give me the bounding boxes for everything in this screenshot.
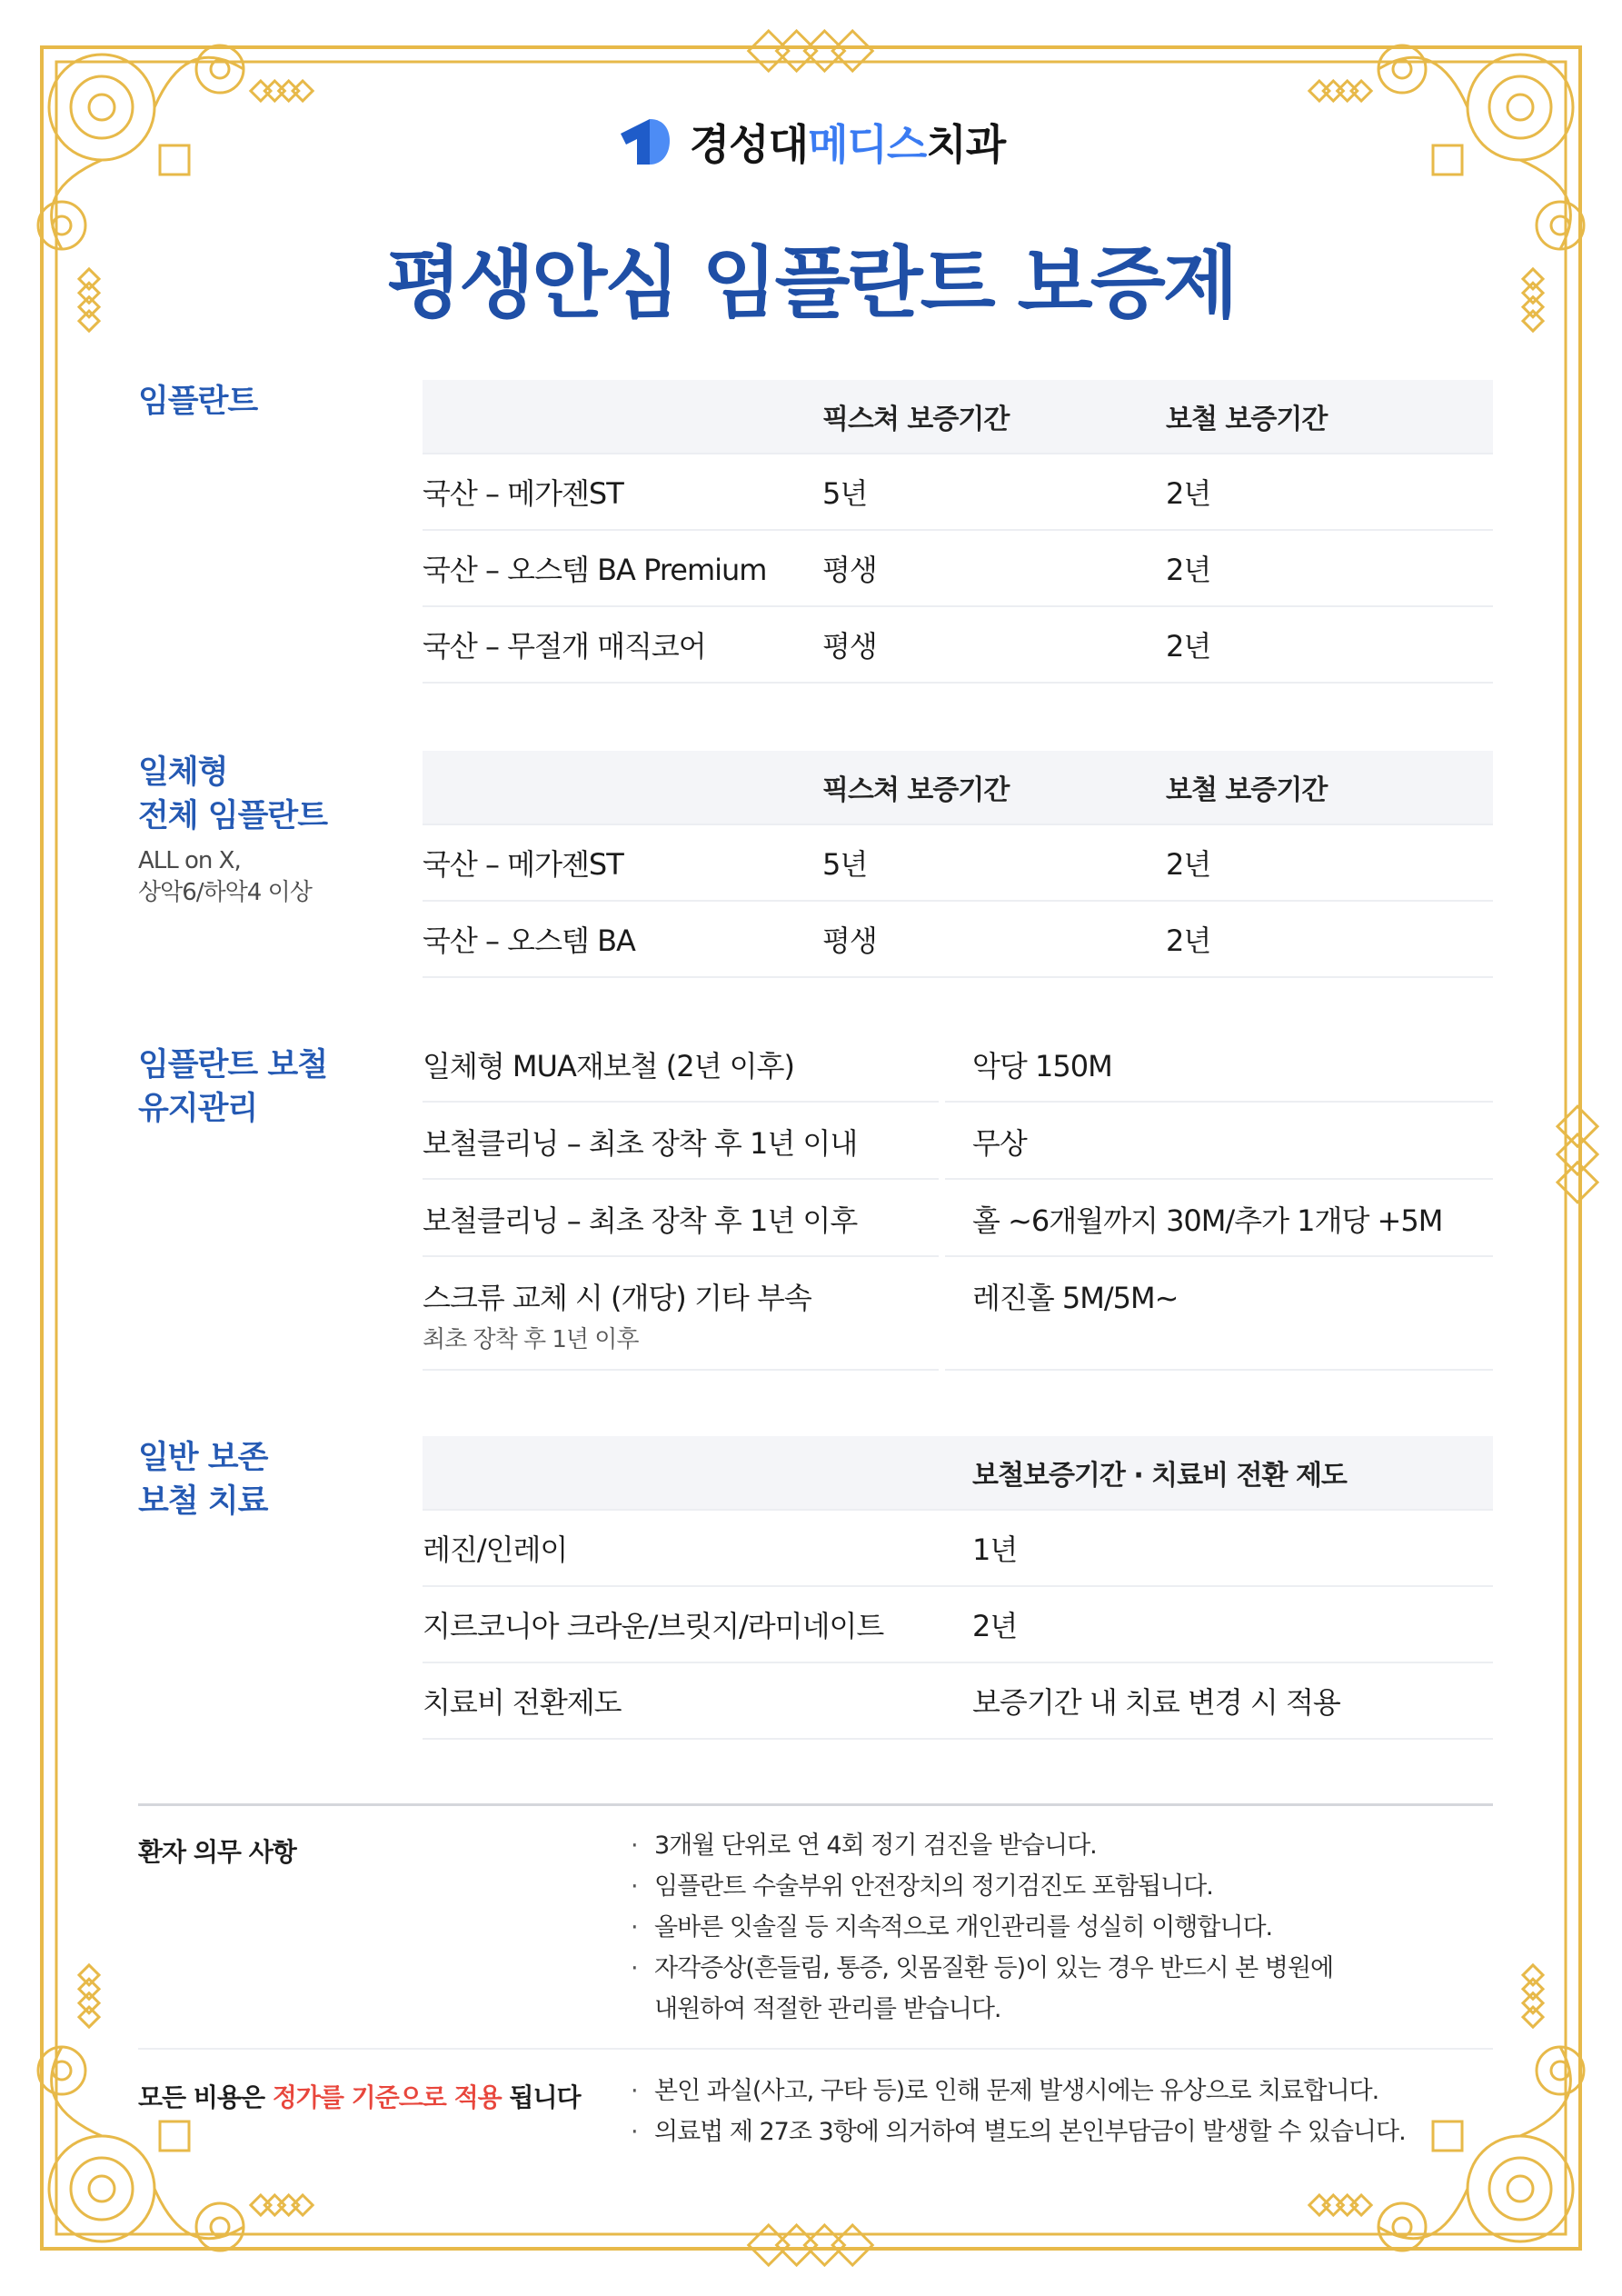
list-item: · 올바른 잇솔질 등 지속적으로 개인관리를 성실히 이행합니다.: [631, 1907, 1333, 1948]
maintenance-table: [423, 1025, 1493, 1371]
table-row: [423, 1025, 1493, 1103]
list-item: · 본인 과실(사고, 구타 등)로 인해 문제 발생시에는 유상으로 치료합니다.: [631, 2071, 1406, 2111]
list-item: · 3개월 단위로 연 4회 정기 검진을 받습니다.: [631, 1825, 1333, 1866]
row-item: 보철클리닝 – 최초 장착 후 1년 이후: [423, 1203, 858, 1238]
section-divider: [138, 1803, 1493, 1806]
row-product: 국산 – 무절개 매직코어: [423, 629, 706, 664]
table-row: [423, 1587, 1493, 1663]
table-row: [423, 454, 1493, 531]
row-fixture: 5년: [822, 847, 868, 882]
row-prosthesis: 2년: [1166, 847, 1211, 882]
section-label-maintenance: 임플란트 보철 유지관리: [138, 1047, 328, 1127]
tooth-logo-icon: [617, 114, 673, 170]
table-row: [423, 1257, 1493, 1371]
table-row: [423, 607, 1493, 684]
general-table: [423, 1436, 1493, 1740]
row-warranty: 1년: [972, 1532, 1018, 1567]
header-prosthesis: 보철 보증기간: [1166, 774, 1328, 806]
table-row: [423, 825, 1493, 902]
row-item-note: 최초 장착 후 1년 이후: [423, 1326, 639, 1353]
row-product: 국산 – 오스템 BA Premium: [423, 553, 767, 587]
list-item: · 의료법 제 27조 3항에 의거하여 별도의 본인부담금이 발생할 수 있습니다.: [631, 2111, 1406, 2152]
header-fixture: 픽스쳐 보증기간: [822, 774, 1010, 806]
table-row: [423, 1103, 1493, 1180]
page-title: 평생안심 임플란트 보증제: [386, 238, 1236, 329]
row-prosthesis: 2년: [1166, 629, 1211, 664]
row-product: 국산 – 메가젠ST: [423, 847, 623, 882]
row-item: 보철클리닝 – 최초 장착 후 1년 이내: [423, 1126, 858, 1161]
list-item: · 자각증상(흔들림, 통증, 잇몸질환 등)이 있는 경우 반드시 본 병원에: [631, 1948, 1333, 1989]
header-prosthesis: 보철 보증기간: [1166, 404, 1328, 435]
row-treatment: 레진/인레이: [423, 1532, 568, 1567]
row-prosthesis: 2년: [1166, 553, 1211, 587]
row-item: 일체형 MUA재보철 (2년 이후): [423, 1049, 794, 1083]
header-warranty: 보철보증기간 · 치료비 전환 제도: [972, 1460, 1347, 1492]
row-warranty: 2년: [972, 1609, 1018, 1643]
notes-separator: [138, 2048, 1493, 2050]
costs-label: 모든 비용은 정가를 기준으로 적용 됩니다: [138, 2082, 581, 2112]
duties-list: [631, 1825, 1333, 2030]
row-prosthesis: 2년: [1166, 476, 1211, 511]
row-price: 무상: [972, 1126, 1027, 1161]
row-price: 레진홀 5M/5M~: [972, 1281, 1179, 1315]
section-sub-full-implant: ALL on X, 상악6/하악4 이상: [138, 847, 312, 906]
table-header: [423, 380, 1493, 454]
row-prosthesis: 2년: [1166, 923, 1211, 958]
brand-logo: [0, 107, 1622, 176]
header-fixture: 픽스쳐 보증기간: [822, 404, 1010, 435]
row-treatment: 지르코니아 크라운/브릿지/라미네이트: [423, 1609, 884, 1643]
duties-label: 환자 의무 사항: [138, 1837, 296, 1867]
table-header: [423, 751, 1493, 825]
section-label-implant: 임플란트: [138, 384, 258, 420]
table-header: [423, 1436, 1493, 1511]
table-row: [423, 531, 1493, 607]
row-price: 악당 150M: [972, 1049, 1112, 1083]
full-implant-table: [423, 751, 1493, 978]
implant-table: [423, 380, 1493, 684]
list-item: 내원하여 적절한 관리를 받습니다.: [654, 1995, 1001, 2023]
row-treatment: 치료비 전환제도: [423, 1685, 622, 1720]
section-label-full-implant: 일체형 전체 임플란트: [138, 754, 328, 834]
brand-name: 경성대메디스치과: [689, 120, 1006, 169]
list-item: · 임플란트 수술부위 안전장치의 정기검진도 포함됩니다.: [631, 1866, 1333, 1907]
row-product: 국산 – 메가젠ST: [423, 476, 623, 511]
table-row: [423, 902, 1493, 978]
costs-list: [631, 2071, 1406, 2152]
table-row: [423, 1511, 1493, 1587]
row-fixture: 평생: [822, 553, 877, 587]
table-row: [423, 1663, 1493, 1740]
row-warranty: 보증기간 내 치료 변경 시 적용: [972, 1685, 1340, 1720]
row-fixture: 평생: [822, 629, 877, 664]
section-label-general: 일반 보존 보철 치료: [138, 1440, 268, 1520]
row-fixture: 5년: [822, 476, 868, 511]
row-fixture: 평생: [822, 923, 877, 958]
row-price: 홀 ~6개월까지 30M/추가 1개당 +5M: [972, 1203, 1443, 1238]
table-row: [423, 1180, 1493, 1257]
row-item: 스크류 교체 시 (개당) 기타 부속: [423, 1281, 811, 1315]
row-product: 국산 – 오스템 BA: [423, 923, 635, 958]
